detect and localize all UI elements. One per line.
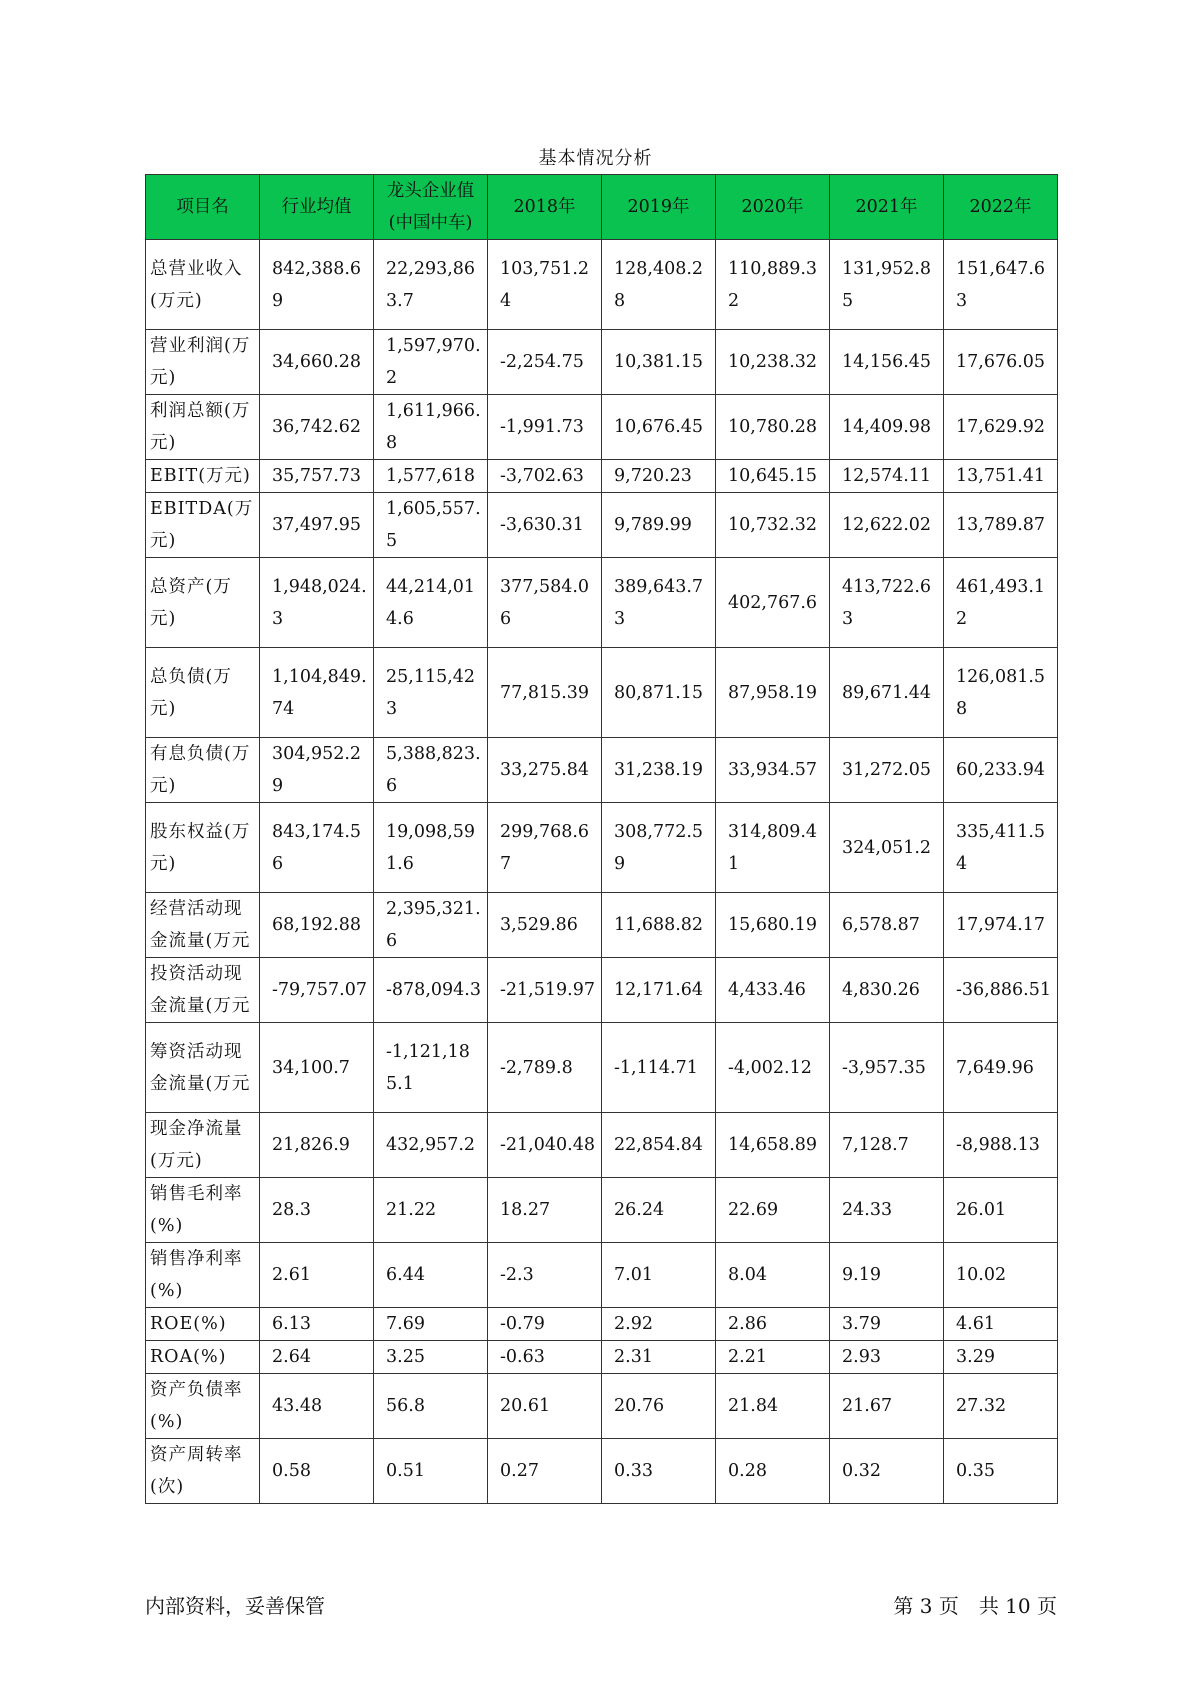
row-label: 有息负债(万元) <box>146 738 260 803</box>
table-row <box>146 893 1058 958</box>
table-cell: -1,121,185.1 <box>374 1023 488 1113</box>
table-cell: -2,789.8 <box>488 1023 602 1113</box>
column-header: 2020年 <box>716 175 830 240</box>
table-row <box>146 1113 1058 1178</box>
table-cell: 4,830.26 <box>830 958 944 1023</box>
table-cell: 3.79 <box>830 1308 944 1341</box>
table-cell: -0.63 <box>488 1341 602 1374</box>
table-cell: 43.48 <box>260 1374 374 1439</box>
table-cell: -3,630.31 <box>488 493 602 558</box>
table-row <box>146 1439 1058 1504</box>
table-cell: 0.58 <box>260 1439 374 1504</box>
table-cell: 4,433.46 <box>716 958 830 1023</box>
table-cell: 3.25 <box>374 1341 488 1374</box>
table-header-row <box>146 175 1058 240</box>
table-cell: 22,293,863.7 <box>374 240 488 330</box>
table-cell: -79,757.07 <box>260 958 374 1023</box>
table-cell: 1,605,557.5 <box>374 493 488 558</box>
row-label: 总负债(万元) <box>146 648 260 738</box>
table-row <box>146 1178 1058 1243</box>
table-cell: 3.29 <box>944 1341 1058 1374</box>
table-cell: -36,886.51 <box>944 958 1058 1023</box>
table-cell: 126,081.58 <box>944 648 1058 738</box>
table-cell: 27.32 <box>944 1374 1058 1439</box>
table-cell: 103,751.24 <box>488 240 602 330</box>
table-row <box>146 1341 1058 1374</box>
table-cell: 1,948,024.3 <box>260 558 374 648</box>
table-cell: 2.31 <box>602 1341 716 1374</box>
row-label: 现金净流量(万元) <box>146 1113 260 1178</box>
table-cell: 2.93 <box>830 1341 944 1374</box>
table-row <box>146 460 1058 493</box>
table-caption: 基本情况分析 <box>538 148 653 169</box>
table-cell: 0.51 <box>374 1439 488 1504</box>
column-header: 项目名 <box>146 175 260 240</box>
table-cell: 304,952.29 <box>260 738 374 803</box>
table-cell: 6,578.87 <box>830 893 944 958</box>
table-cell: 0.28 <box>716 1439 830 1504</box>
table-row <box>146 1308 1058 1341</box>
table-cell: 60,233.94 <box>944 738 1058 803</box>
table-cell: 2.64 <box>260 1341 374 1374</box>
row-label: 利润总额(万元) <box>146 395 260 460</box>
financial-table <box>145 174 1058 1504</box>
row-label: 销售毛利率(%) <box>146 1178 260 1243</box>
table-cell: 15,680.19 <box>716 893 830 958</box>
table-cell: 35,757.73 <box>260 460 374 493</box>
table-cell: -3,957.35 <box>830 1023 944 1113</box>
table-cell: 10,381.15 <box>602 330 716 395</box>
row-label: 营业利润(万元) <box>146 330 260 395</box>
table-cell: 12,622.02 <box>830 493 944 558</box>
table-cell: 26.01 <box>944 1178 1058 1243</box>
table-cell: 17,676.05 <box>944 330 1058 395</box>
footer-confidential-note: 内部资料，妥善保管 <box>145 1594 325 1618</box>
table-cell: 22,854.84 <box>602 1113 716 1178</box>
table-cell: 9,720.23 <box>602 460 716 493</box>
column-header: 2021年 <box>830 175 944 240</box>
row-label: 投资活动现金流量(万元 <box>146 958 260 1023</box>
row-label: 总资产(万元) <box>146 558 260 648</box>
table-cell: 21,826.9 <box>260 1113 374 1178</box>
table-cell: 4.61 <box>944 1308 1058 1341</box>
row-label: 销售净利率(%) <box>146 1243 260 1308</box>
row-label: 总营业收入(万元) <box>146 240 260 330</box>
table-row <box>146 648 1058 738</box>
table-cell: 14,156.45 <box>830 330 944 395</box>
table-cell: 17,974.17 <box>944 893 1058 958</box>
table-row <box>146 1023 1058 1113</box>
table-cell: 21.84 <box>716 1374 830 1439</box>
table-cell: 36,742.62 <box>260 395 374 460</box>
row-label: 资产周转率(次) <box>146 1439 260 1504</box>
table-cell: 68,192.88 <box>260 893 374 958</box>
table-cell: 10,732.32 <box>716 493 830 558</box>
table-cell: -8,988.13 <box>944 1113 1058 1178</box>
table-cell: 432,957.2 <box>374 1113 488 1178</box>
table-cell: 3,529.86 <box>488 893 602 958</box>
table-cell: 26.24 <box>602 1178 716 1243</box>
table-cell: 21.67 <box>830 1374 944 1439</box>
table-cell: 1,104,849.74 <box>260 648 374 738</box>
table-cell: -0.79 <box>488 1308 602 1341</box>
table-cell: -3,702.63 <box>488 460 602 493</box>
table-cell: 0.33 <box>602 1439 716 1504</box>
column-header: 2022年 <box>944 175 1058 240</box>
table-cell: -1,114.71 <box>602 1023 716 1113</box>
table-cell: 110,889.32 <box>716 240 830 330</box>
column-header: 龙头企业值(中国中车) <box>374 175 488 240</box>
table-cell: 89,671.44 <box>830 648 944 738</box>
table-cell: 10,238.32 <box>716 330 830 395</box>
table-cell: 77,815.39 <box>488 648 602 738</box>
table-cell: 7,649.96 <box>944 1023 1058 1113</box>
table-row <box>146 330 1058 395</box>
table-cell: 151,647.63 <box>944 240 1058 330</box>
column-header: 2019年 <box>602 175 716 240</box>
table-cell: 413,722.63 <box>830 558 944 648</box>
row-label: ROA(%) <box>146 1341 260 1374</box>
footer-page-number: 第 3 页 共 10 页 <box>893 1594 1057 1618</box>
table-cell: 1,597,970.2 <box>374 330 488 395</box>
table-cell: 1,577,618 <box>374 460 488 493</box>
table-cell: 10,676.45 <box>602 395 716 460</box>
table-row <box>146 1243 1058 1308</box>
table-cell: 33,934.57 <box>716 738 830 803</box>
table-cell: 87,958.19 <box>716 648 830 738</box>
table-cell: 10,645.15 <box>716 460 830 493</box>
table-cell: 5,388,823.6 <box>374 738 488 803</box>
table-cell: 2.61 <box>260 1243 374 1308</box>
table-cell: 377,584.06 <box>488 558 602 648</box>
table-cell: 1,611,966.8 <box>374 395 488 460</box>
table-cell: 33,275.84 <box>488 738 602 803</box>
column-header: 行业均值 <box>260 175 374 240</box>
table-cell: 6.13 <box>260 1308 374 1341</box>
table-cell: 324,051.2 <box>830 803 944 893</box>
table-cell: 17,629.92 <box>944 395 1058 460</box>
table-cell: 2.86 <box>716 1308 830 1341</box>
table-cell: 25,115,423 <box>374 648 488 738</box>
table-cell: 34,100.7 <box>260 1023 374 1113</box>
table-cell: 18.27 <box>488 1178 602 1243</box>
table-cell: 7.69 <box>374 1308 488 1341</box>
table-cell: -2.3 <box>488 1243 602 1308</box>
table-row <box>146 1374 1058 1439</box>
table-cell: 6.44 <box>374 1243 488 1308</box>
table-row <box>146 738 1058 803</box>
table-cell: 2,395,321.6 <box>374 893 488 958</box>
table-cell: 314,809.41 <box>716 803 830 893</box>
table-cell: 20.76 <box>602 1374 716 1439</box>
table-cell: 299,768.67 <box>488 803 602 893</box>
row-label: EBITDA(万元) <box>146 493 260 558</box>
table-cell: 10,780.28 <box>716 395 830 460</box>
table-cell: 335,411.54 <box>944 803 1058 893</box>
table-cell: 20.61 <box>488 1374 602 1439</box>
table-cell: 461,493.12 <box>944 558 1058 648</box>
row-label: 筹资活动现金流量(万元 <box>146 1023 260 1113</box>
table-row <box>146 958 1058 1023</box>
table-cell: -21,040.48 <box>488 1113 602 1178</box>
table-cell: 14,658.89 <box>716 1113 830 1178</box>
table-cell: 308,772.59 <box>602 803 716 893</box>
table-cell: -1,991.73 <box>488 395 602 460</box>
table-cell: 44,214,014.6 <box>374 558 488 648</box>
table-cell: 12,171.64 <box>602 958 716 1023</box>
table-cell: 8.04 <box>716 1243 830 1308</box>
table-cell: 13,751.41 <box>944 460 1058 493</box>
table-cell: 7,128.7 <box>830 1113 944 1178</box>
table-row <box>146 240 1058 330</box>
table-row <box>146 395 1058 460</box>
table-cell: 28.3 <box>260 1178 374 1243</box>
table-cell: 11,688.82 <box>602 893 716 958</box>
table-cell: 21.22 <box>374 1178 488 1243</box>
table-cell: 24.33 <box>830 1178 944 1243</box>
column-header: 2018年 <box>488 175 602 240</box>
table-row <box>146 558 1058 648</box>
table-cell: 128,408.28 <box>602 240 716 330</box>
table-cell: 34,660.28 <box>260 330 374 395</box>
row-label: 资产负债率(%) <box>146 1374 260 1439</box>
table-cell: 10.02 <box>944 1243 1058 1308</box>
table-cell: 7.01 <box>602 1243 716 1308</box>
table-cell: 842,388.69 <box>260 240 374 330</box>
table-cell: 19,098,591.6 <box>374 803 488 893</box>
table-cell: 22.69 <box>716 1178 830 1243</box>
row-label: ROE(%) <box>146 1308 260 1341</box>
table-cell: 9.19 <box>830 1243 944 1308</box>
table-cell: -4,002.12 <box>716 1023 830 1113</box>
table-cell: 31,238.19 <box>602 738 716 803</box>
row-label: EBIT(万元) <box>146 460 260 493</box>
table-cell: 0.32 <box>830 1439 944 1504</box>
table-cell: 14,409.98 <box>830 395 944 460</box>
table-cell: 12,574.11 <box>830 460 944 493</box>
table-cell: 389,643.73 <box>602 558 716 648</box>
table-cell: 131,952.85 <box>830 240 944 330</box>
table-cell: 2.92 <box>602 1308 716 1341</box>
table-cell: 56.8 <box>374 1374 488 1439</box>
table-cell: 9,789.99 <box>602 493 716 558</box>
table-cell: -878,094.3 <box>374 958 488 1023</box>
table-cell: 80,871.15 <box>602 648 716 738</box>
row-label: 经营活动现金流量(万元 <box>146 893 260 958</box>
table-cell: 37,497.95 <box>260 493 374 558</box>
table-row <box>146 803 1058 893</box>
table-cell: -21,519.97 <box>488 958 602 1023</box>
table-cell: 31,272.05 <box>830 738 944 803</box>
table-cell: -2,254.75 <box>488 330 602 395</box>
table-cell: 843,174.56 <box>260 803 374 893</box>
table-row <box>146 493 1058 558</box>
table-cell: 402,767.6 <box>716 558 830 648</box>
table-cell: 13,789.87 <box>944 493 1058 558</box>
table-cell: 2.21 <box>716 1341 830 1374</box>
table-cell: 0.35 <box>944 1439 1058 1504</box>
row-label: 股东权益(万元) <box>146 803 260 893</box>
table-cell: 0.27 <box>488 1439 602 1504</box>
